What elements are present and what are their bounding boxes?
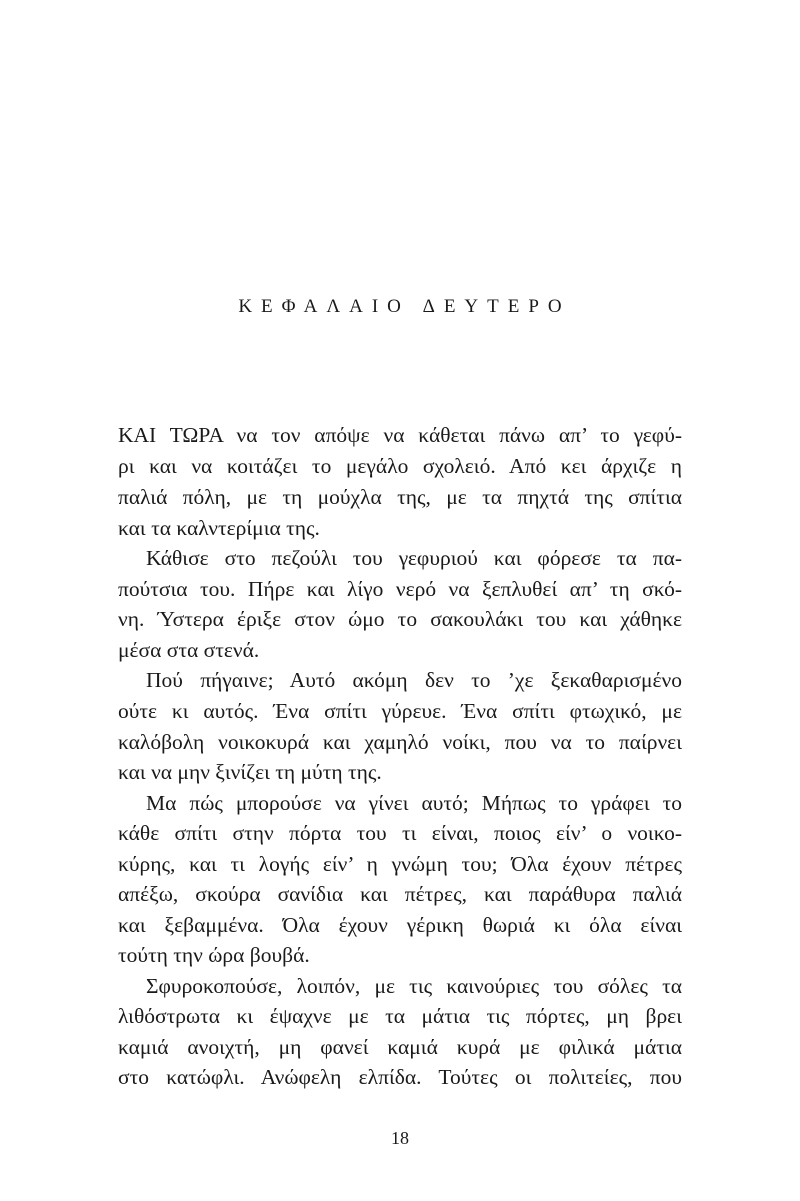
text-line: μέσα στα στενά.: [118, 638, 260, 662]
text-line: Μα πώς μπορούσε να γίνει αυτό; Μήπως το γράφει το: [146, 791, 682, 815]
text-line: απέξω, σκούρα σανίδια και πέτρες, και παράθυρα παλιά: [118, 882, 682, 906]
text-line: καμιά ανοιχτή, μη φανεί καμιά κυρά με φιλικά μάτια: [118, 1035, 682, 1059]
text-line: και τα καλντερίμια της.: [118, 516, 320, 540]
text-line: νη. Ύστερα έριξε στον ώμο το σακουλάκι του και χάθηκε: [118, 607, 682, 631]
chapter-title: ΚΕΦΑΛΑΙΟ ΔΕΥΤΕΡΟ: [238, 296, 571, 317]
text-line: στο κατώφλι. Ανώφελη ελπίδα. Τούτες οι πολιτείες, που: [118, 1065, 682, 1089]
text-line: ΚΑΙ ΤΩΡΑ να τον απόψε να κάθεται πάνω απ’ το γεφύ-: [118, 423, 682, 447]
text-line: ούτε κι αυτός. Ένα σπίτι γύρευε. Ένα σπίτι φτωχικό, με: [118, 699, 682, 723]
text-line: τούτη την ώρα βουβά.: [118, 943, 310, 967]
text-line: Κάθισε στο πεζούλι του γεφυριού και φόρεσε τα πα-: [146, 546, 682, 570]
text-line: παλιά πόλη, με τη μούχλα της, με τα πηχτά της σπίτια: [118, 485, 682, 509]
text-line: λιθόστρωτα κι έψαχνε με τα μάτια τις πόρτες, μη βρει: [118, 1004, 682, 1028]
text-line: και ξεβαμμένα. Όλα έχουν γέρικη θωριά κι όλα είναι: [118, 913, 682, 937]
text-line: πούτσια του. Πήρε και λίγο νερό να ξεπλυθεί απ’ τη σκό-: [118, 577, 682, 601]
text-line: Σφυροκοπούσε, λοιπόν, με τις καινούριες του σόλες τα: [146, 974, 682, 998]
text-line: Πού πήγαινε; Αυτό ακόμη δεν το ’χε ξεκαθαρισμένο: [146, 668, 682, 692]
text-line: κάθε σπίτι στην πόρτα του τι είναι, ποιος είν’ ο νοικο-: [118, 821, 682, 845]
text-line: καλόβολη νοικοκυρά και χαμηλό νοίκι, που να το παίρνει: [118, 730, 682, 754]
text-line: και να μην ξινίζει τη μύτη της.: [118, 760, 382, 784]
text-line: κύρης, και τι λογής είν’ η γνώμη του; Όλα έχουν πέτρες: [118, 852, 682, 876]
page-number: 18: [391, 1128, 409, 1148]
text-line: ρι και να κοιτάζει το μεγάλο σχολειό. Από κει άρχιζε η: [118, 454, 682, 478]
